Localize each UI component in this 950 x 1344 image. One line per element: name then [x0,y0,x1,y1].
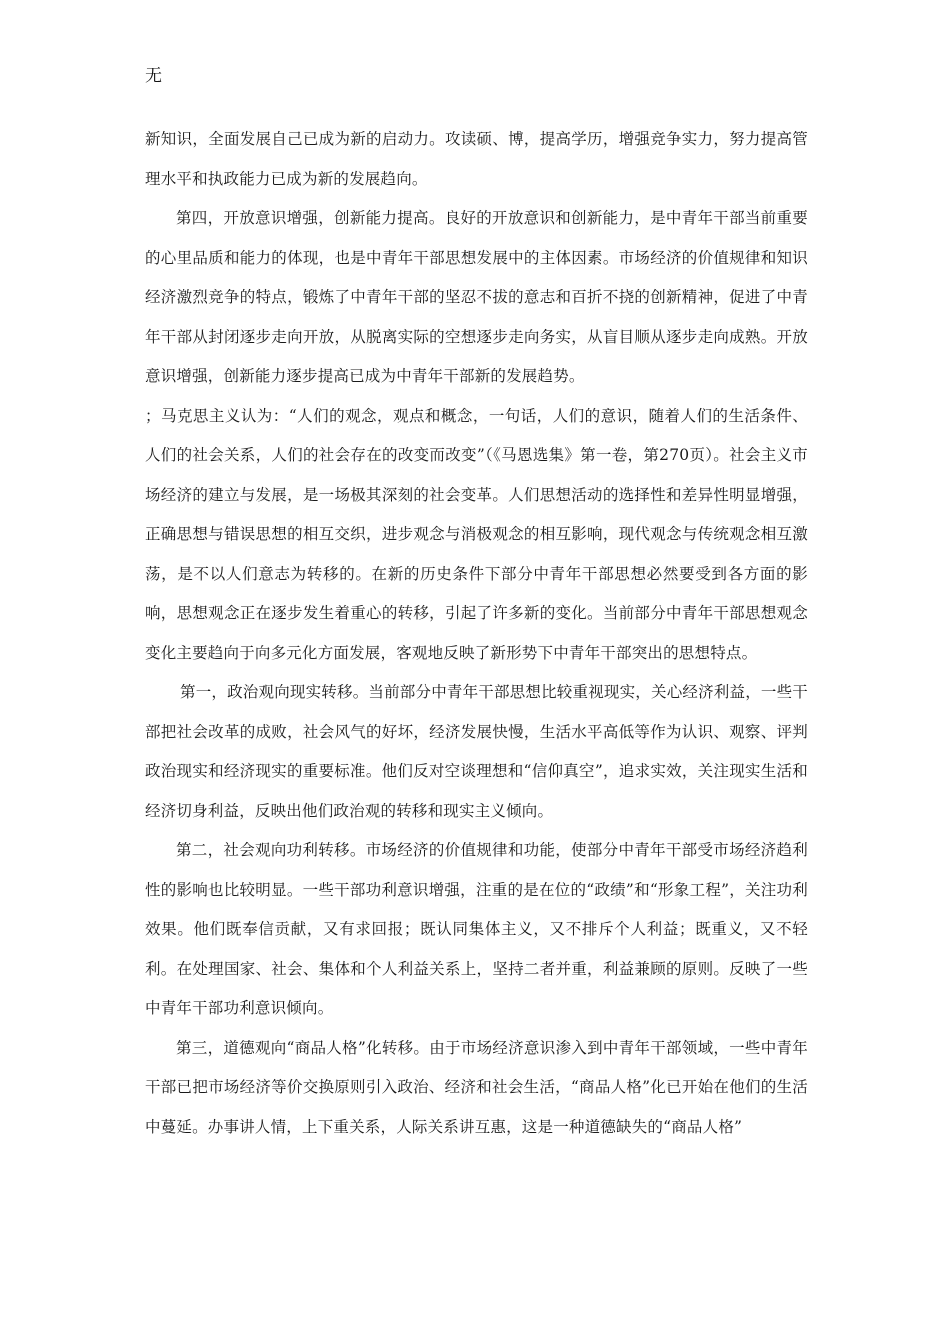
paragraph-continuation: 新知识，全面发展自己已成为新的启动力。攻读硕、博，提高学历，增强竞争实力，努力提高管理水平和执政能力已成为新的发展趋向。 [145,130,808,188]
document-body [145,120,808,1147]
paragraph-marxism-quote: ；马克思主义认为：“人们的观念，观点和概念，一句话，人们的意识，随着人们的生活条件、人们的社会关系，人们的社会存在的改变而改变”（《马恩选集》第一卷，第270页）。社会主义市场经济的建立与发展，是一场极其深刻的社会变革。人们思想活动的选择性和差异性明显增强，正确思想与错误思想的相互交织，进步观念与消极观念的相互影响，现代观念与传统观念相互激荡，是不以人们意志为转移的。在新的历史条件下部分中青年干部思想必然要受到各方面的影响，思想观念正在逐步发生着重心的转移，引起了许多新的变化。当前部分中青年干部思想观念变化主要趋向于向多元化方面发展，客观地反映了新形势下中青年干部突出的思想特点。 [145,406,808,662]
paragraph-second-point: 第二，社会观向功利转移。市场经济的价值规律和功能，使部分中青年干部受市场经济趋利性的影响也比较明显。一些干部功利意识增强，注重的是在位的“政绩”和“形象工程”，关注功利效果。他们既奉信贡献，又有求回报；既认同集体主义，又不排斥个人利益；既重义，又不轻利。在处理国家、社会、集体和个人利益关系上，坚持二者并重，利益兼顾的原则。反映了一些中青年干部功利意识倾向。 [145,841,808,1017]
page-header-mark: 无 [145,66,162,86]
paragraph-third-point: 第三，道德观向“商品人格”化转移。由于市场经济意识渗入到中青年干部领域，一些中青年干部已把市场经济等价交换原则引入政治、经济和社会生活，“商品人格”化已开始在他们的生活中蔓延。办事讲人情，上下重关系，人际关系讲互惠，这是一种道德缺失的“商品人格” [145,1038,808,1136]
paragraph-fourth-point: 第四，开放意识增强，创新能力提高。良好的开放意识和创新能力，是中青年干部当前重要的心里品质和能力的体现，也是中青年干部思想发展中的主体因素。市场经济的价值规律和知识经济激烈竞争的特点，锻炼了中青年干部的坚忍不拔的意志和百折不挠的创新精神，促进了中青年干部从封闭逐步走向开放，从脱离实际的空想逐步走向务实，从盲目顺从逐步走向成熟。开放意识增强，创新能力逐步提高已成为中青年干部新的发展趋势。 [145,209,808,385]
paragraph-first-point: 第一，政治观向现实转移。当前部分中青年干部思想比较重视现实，关心经济利益，一些干部把社会改革的成败，社会风气的好坏，经济发展快慢，生活水平高低等作为认识、观察、评判政治现实和经济现实的重要标准。他们反对空谈理想和“信仰真空”，追求实效，关注现实生活和经济切身利益，反映出他们政治观的转移和现实主义倾向。 [145,683,809,820]
